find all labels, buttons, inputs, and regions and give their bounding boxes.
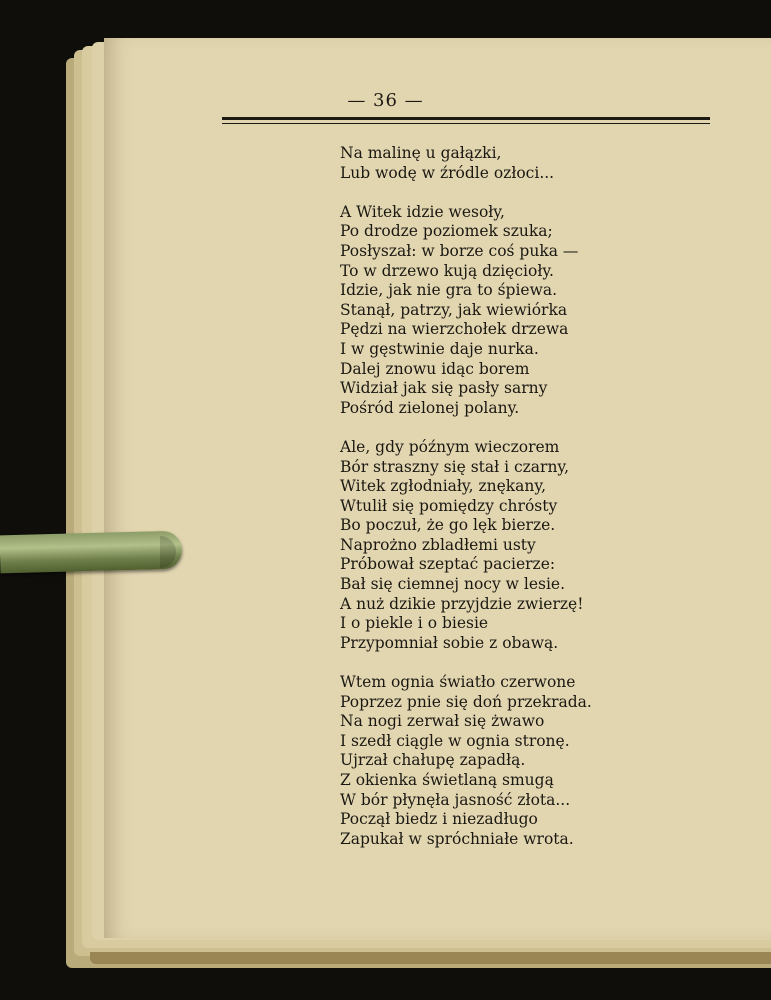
poem-line: Wtem ognia światło czerwone xyxy=(340,673,576,692)
page-number: — 36 — xyxy=(347,90,424,111)
bookmark-ribbon xyxy=(0,531,182,574)
poem-line: Zapukał w spróchniałe wrota. xyxy=(340,829,574,848)
poem-stanza xyxy=(340,673,720,849)
poem-line: Dalej znowu idąc borem xyxy=(340,359,530,378)
poem-line: Pędzi na wierzchołek drzewa xyxy=(340,320,569,339)
poem-line: Po drodze poziomek szuka; xyxy=(340,222,553,241)
poem-line: Posłyszał: w borze coś puka — xyxy=(340,241,579,260)
poem-line: A Witek idzie wesoły, xyxy=(340,202,505,221)
poem-line: Na nogi zerwał się żwawo xyxy=(340,712,545,731)
poem-line: To w drzewo kują dzięcioły. xyxy=(340,261,554,280)
poem-line: A nuż dzikie przyjdzie zwierzę! xyxy=(340,594,584,613)
poem-line: Widział jak się pasły sarny xyxy=(340,379,548,398)
poem-line: W bór płynęła jasność złota... xyxy=(340,790,571,809)
poem-line: I o piekle i o biesie xyxy=(340,614,489,633)
poem-stanza xyxy=(340,203,720,419)
poem-stanza xyxy=(340,144,720,183)
poem-line: Idzie, jak nie gra to śpiewa. xyxy=(340,281,558,300)
poem-line: Naprożno zbladłemi usty xyxy=(340,535,536,554)
poem-line: Wtulił się pomiędzy chrósty xyxy=(340,496,558,515)
poem-line: Począł biedz i niezadługo xyxy=(340,810,538,829)
header-rule-thin xyxy=(222,123,710,124)
poem-line: Ujrzał chałupę zapadłą. xyxy=(340,751,526,770)
poem-line: I w gęstwinie daje nurka. xyxy=(340,339,539,358)
poem-line: Poprzez pnie się doń przekrada. xyxy=(340,692,592,711)
poem-line: Ale, gdy późnym wieczorem xyxy=(340,437,560,456)
poem-line: Stanął, patrzy, jak wiewiórka xyxy=(340,300,568,319)
poem-line: Lub wodę w źródle ozłoci... xyxy=(340,163,555,182)
poem-line: Pośród zielonej polany. xyxy=(340,398,520,417)
poem-line: Próbował szeptać pacierze: xyxy=(340,555,556,574)
poem-stanza xyxy=(340,438,720,654)
poem-line: Bo poczuł, że go lęk bierze. xyxy=(340,516,556,535)
poem-text xyxy=(340,144,720,849)
header-rule-thick xyxy=(222,117,710,120)
book-bottom-edge xyxy=(90,952,771,964)
poem-line: Na malinę u gałązki, xyxy=(340,144,502,162)
poem-line: Bał się ciemnej nocy w lesie. xyxy=(340,575,566,594)
poem-line: Z okienka świetlaną smugą xyxy=(340,771,554,789)
poem-line: Bór straszny się stał i czarny, xyxy=(340,457,570,476)
poem-line: Przypomniał sobie z obawą. xyxy=(340,633,559,652)
poem-line: I szedł ciągle w ognia stronę. xyxy=(340,731,570,750)
poem-line: Witek zgłodniały, znękany, xyxy=(340,477,547,496)
